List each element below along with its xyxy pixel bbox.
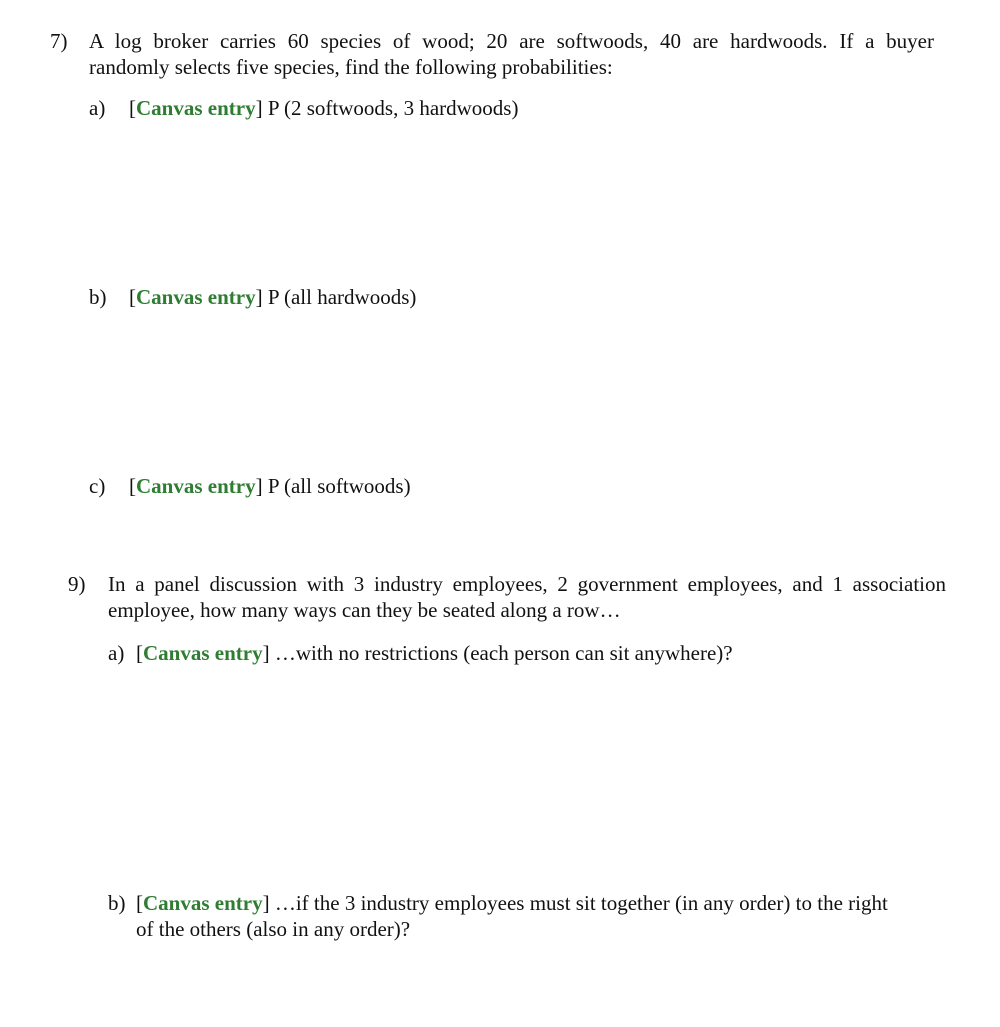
question-stem-line-1: A log broker carries 60 species of wood; 20 are softwoods, 40 are hardwoods. If a buyer xyxy=(89,29,934,53)
part-7b xyxy=(89,284,889,314)
part-prompt: [Canvas entry] P (2 softwoods, 3 hardwoods) xyxy=(129,96,519,120)
question-number: 9) xyxy=(68,572,86,596)
question-stem-line-2: randomly selects five species, find the following probabilities: xyxy=(89,55,613,79)
question-9 xyxy=(68,571,958,631)
part-prompt-line-1: [Canvas entry] …if the 3 industry employees must sit together (in any order) to the right xyxy=(136,891,888,915)
part-9b xyxy=(108,890,958,950)
part-7a xyxy=(89,95,889,125)
question-number: 7) xyxy=(50,29,68,53)
canvas-entry-tag: Canvas entry xyxy=(136,474,256,498)
part-prompt xyxy=(136,890,948,942)
canvas-entry-tag: Canvas entry xyxy=(143,891,263,915)
part-letter: a) xyxy=(108,641,125,665)
question-7 xyxy=(50,28,940,88)
part-prompt: [Canvas entry] P (all softwoods) xyxy=(129,474,411,498)
part-letter: c) xyxy=(89,474,106,498)
question-stem-line-2: employee, how many ways can they be seated along a row… xyxy=(108,598,621,622)
part-letter: b) xyxy=(108,891,126,915)
canvas-entry-tag: Canvas entry xyxy=(143,641,263,665)
canvas-entry-tag: Canvas entry xyxy=(136,96,256,120)
part-letter: a) xyxy=(89,96,106,120)
part-prompt-line-2: of the others (also in any order)? xyxy=(136,917,411,941)
question-stem xyxy=(89,28,934,80)
part-prompt: [Canvas entry] P (all hardwoods) xyxy=(129,285,417,309)
question-stem-line-1: In a panel discussion with 3 industry employees, 2 government employees, and 1 association xyxy=(108,572,946,596)
part-prompt: [Canvas entry] …with no restrictions (each person can sit anywhere)? xyxy=(136,641,733,665)
canvas-entry-tag: Canvas entry xyxy=(136,285,256,309)
question-stem xyxy=(108,571,946,623)
part-7c xyxy=(89,473,889,503)
part-9a xyxy=(108,640,948,670)
part-letter: b) xyxy=(89,285,107,309)
